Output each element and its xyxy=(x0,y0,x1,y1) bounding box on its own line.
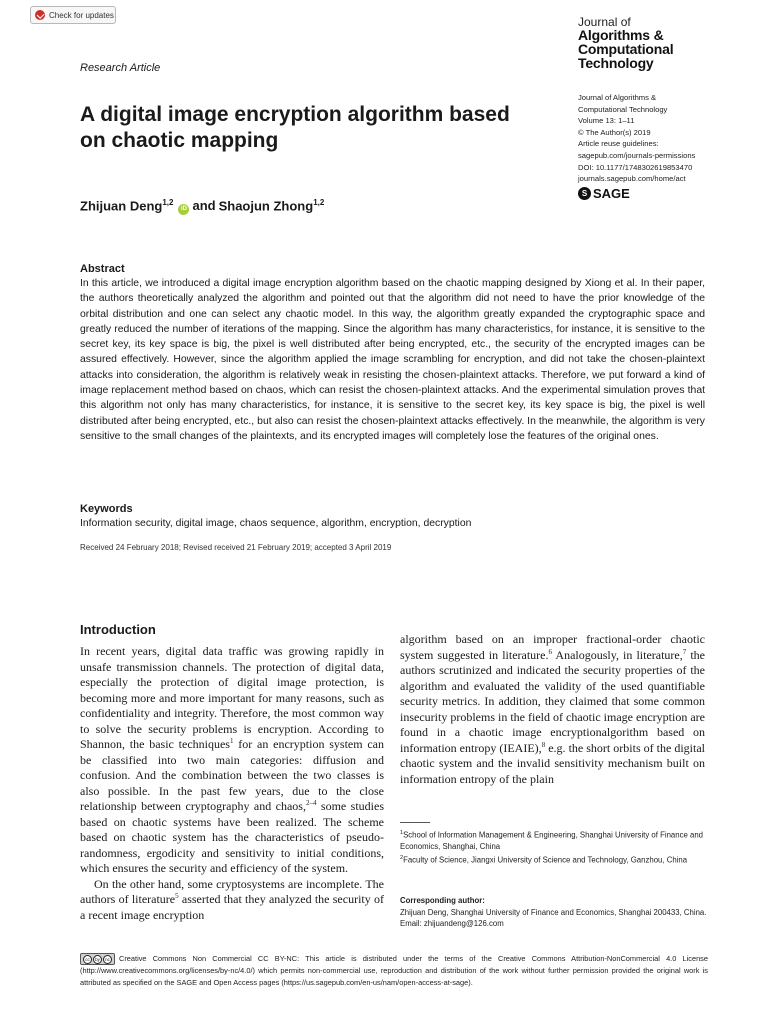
citation-ref[interactable]: 8 xyxy=(541,740,546,749)
corresponding-author-email[interactable]: Email: zhijuandeng@126.com xyxy=(400,919,504,929)
footnote-divider xyxy=(400,822,430,823)
publication-dates: Received 24 February 2018; Revised received 21 February 2019; accepted 3 April 2019 xyxy=(80,543,392,552)
abstract-text: In this article, we introduced a digital image encryption algorithm based on the chaotic mapping designed by Xiong et al. In their paper, the authors theoretically analyzed the algorithm and pointed out that the algorithm did not need to have the prior knowledge of the orbital distribution and one can select any chaotic model. In this way, the algorithm greatly expanded the cryptographic space and greatly reduced the number of iterations of the mapping. Since the algorithm has many characteristics, for instance, it is sensitive to the secret key, its key space is big, the pixel is well distributed after being encrypted, etc., the security of the encrypted images can be assured effectively. However, since the algorithm applied the image scrambling for encryption, and did not take the chosen-plaintext attacks into consideration, the algorithm is relatively weak in resisting the chosen-plaintext attacks. Therefore, we put forward a kind of image replacement method based on chaos, which can resist the chosen-plaintext attacks. And the experimental simulation proves that this algorithm not only has many characteristics, for instance, it is sensitive to the secret key, its key space is big, the pixel is well distributed after being encrypted, etc., but also can resist the chosen-plaintext attacks effectively. In the meanwhile, the algorithm is very sensitive to the small changes of the plaintexts, and its encrypted images will completely lose the features of the original ones. xyxy=(80,278,705,442)
update-check-icon xyxy=(35,10,45,20)
body-column-left xyxy=(80,644,384,923)
metadata-line: Article reuse guidelines: xyxy=(578,139,659,149)
article-metadata xyxy=(578,92,748,185)
journal-name-line: Journal of xyxy=(578,15,631,29)
metadata-line: © The Author(s) 2019 xyxy=(578,127,651,137)
abstract-heading: Abstract xyxy=(80,263,125,275)
body-paragraph: On the other hand, some cryptosystems are incomplete. The authors of literature$^5$ asserted that they analyzed the security of a recent image encryption xyxy=(80,876,384,922)
article-title: A digital image encryption algorithm based on chaotic mapping xyxy=(80,103,510,152)
citation-ref[interactable]: 2–4 xyxy=(305,799,317,807)
check-for-updates-label: Check for updates xyxy=(49,10,114,20)
sage-s-icon: S xyxy=(578,187,591,200)
affiliation: $^1$School of Information Management & Engineering, Shanghai University of Finance and Economics, Shanghai, China xyxy=(400,830,703,852)
affiliation: $^2$Faculty of Science, Jiangxi University of Science and Technology, Ganzhou, China xyxy=(400,854,688,865)
author-list xyxy=(80,198,324,215)
journal-home-link[interactable]: journals.sagepub.com/home/act xyxy=(578,174,686,184)
citation-ref[interactable]: 5 xyxy=(175,892,179,900)
citation-ref[interactable]: 6 xyxy=(548,647,553,656)
cc-license-badge-icon[interactable]: cc by nc xyxy=(80,953,115,965)
author-name: Shaojun Zhong$^{1,2}$ xyxy=(218,198,325,214)
license-text: Creative Commons Non Commercial CC BY-NC: This article is distributed under the terms of the Creative Commons Attribution-NonCommercial 4.0 License (http://www.creativecommons.org/licenses/by-nc/4.0/) which permits non-commercial use, reproduction and distribution of the work without further permission provided the original work is attributed as specified on the SAGE and Open Access pages (https://us.sagepub.com/en-us/nam/open-access-at-sage). xyxy=(80,954,708,988)
author-affiliations xyxy=(400,828,708,866)
journal-name-line: Algorithms & xyxy=(578,27,664,43)
metadata-line: Computational Technology xyxy=(578,104,668,114)
doi-link[interactable]: DOI: 10.1177/1748302619853470 xyxy=(578,162,693,172)
citation-ref[interactable]: 7 xyxy=(682,647,687,656)
corresponding-author xyxy=(400,895,708,930)
orcid-icon[interactable]: iD xyxy=(178,204,189,215)
corresponding-author-address: Zhijuan Deng, Shanghai University of Finance and Economics, Shanghai 200433, China. xyxy=(400,907,707,917)
metadata-line: Journal of Algorithms & xyxy=(578,93,657,102)
journal-name-line: Technology xyxy=(578,55,654,71)
abstract-section xyxy=(80,262,705,444)
keywords-section xyxy=(80,502,705,531)
article-type: Research Article xyxy=(80,62,161,74)
body-column-right xyxy=(400,632,705,787)
publisher-name: SAGE xyxy=(593,186,630,201)
body-paragraph: In recent years, digital data traffic was growing rapidly in unsafe transmission channels. The protection of digital data, especially the protection of digital image protection, is becoming more and more important for many reasons, such as confidentiality and integrity. Therefore, the most common way to solve the security problems is encryption. According to Shannon, the basic techniques$^1$ for an encryption system can be classified into two main categories: diffusion and confusion. And the combination between the two classes is also possible. In the past few years, due to the close relationship between cryptography and chaos,$^{2-4}$ some studies based on chaotic systems have been realized. The scheme based on chaotic system has the characteristics of pseudo-randomness, ergodicity and sensitivity to initial conditions, which ensures the security and efficiency of the system. xyxy=(80,644,385,875)
journal-name-line: Computational xyxy=(578,41,674,57)
publisher-logo xyxy=(578,186,630,201)
permissions-link[interactable]: sagepub.com/journals-permissions xyxy=(578,150,696,160)
section-heading-introduction: Introduction xyxy=(80,622,156,637)
metadata-line: Volume 13: 1–11 xyxy=(578,116,635,126)
license-statement xyxy=(80,953,708,989)
keywords-heading: Keywords xyxy=(80,503,133,515)
corresponding-author-label: Corresponding author: xyxy=(400,896,485,905)
author-conjunction: and xyxy=(192,198,216,214)
keywords-text: Information security, digital image, chaos sequence, algorithm, encryption, decryption xyxy=(80,518,472,529)
author-name: Zhijuan Deng$^{1,2}$ xyxy=(80,198,174,214)
journal-logo xyxy=(578,16,673,70)
citation-ref[interactable]: 1 xyxy=(229,737,234,745)
check-for-updates-button[interactable] xyxy=(30,6,116,24)
body-paragraph: algorithm based on an improper fractional-order chaotic system suggested in literature.$^6$ Analogously, in literature,$^7$ the authors scrutinized and indicated the security properties of the algorithm and evaluated the validity of the used quantifiable security metrics. In addition, they claimed that some common insecurity problems in the field of chaotic image encryption are found in a chaotic image encryptionalgorithm based on information entropy (IEAIE),$^8$ e.g. the short orbits of the digital chaotic system and the invalid sensitivity mechanism built on information entropy of the plain xyxy=(400,632,706,786)
